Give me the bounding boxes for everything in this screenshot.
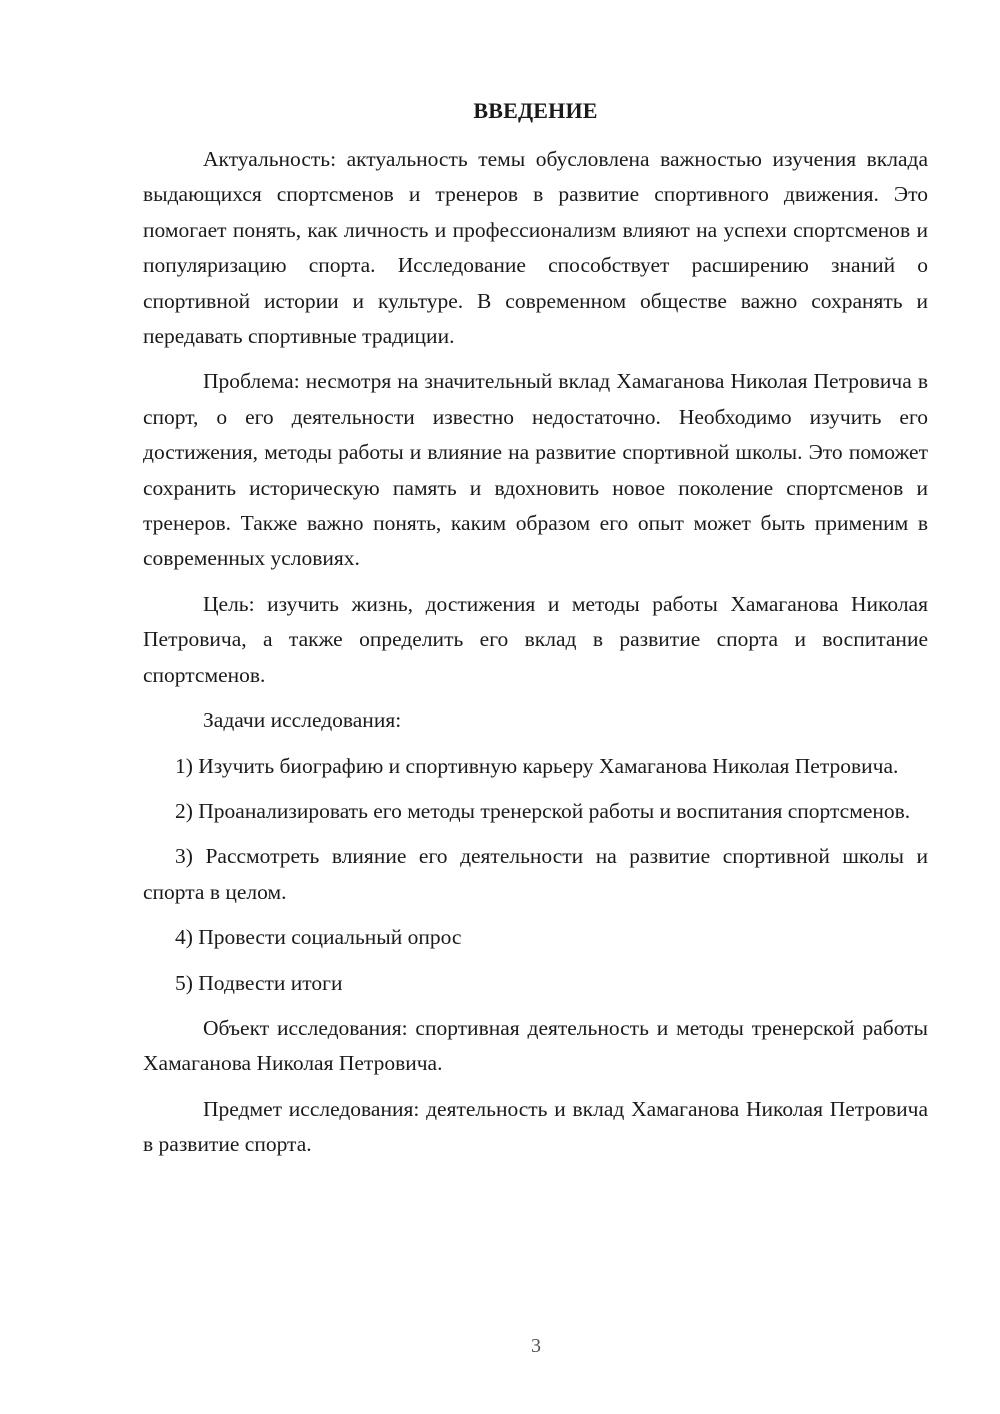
task-item-1: 1) Изучить биографию и спортивную карьеру Хамаганова Николая Петровича. <box>175 753 899 778</box>
goal-paragraph: Цель: изучить жизнь, достижения и методы работы Хамаганова Николая Петровича, а также определить его вклад в развитие спорта и воспитание спортсменов. <box>143 591 928 687</box>
task-item-5: 5) Подвести итоги <box>175 970 343 995</box>
object-paragraph: Объект исследования: спортивная деятельность и методы тренерской работы Хамаганова Николая Петровича. <box>143 1015 928 1076</box>
relevance-paragraph: Актуальность: актуальность темы обусловлена важностью изучения вклада выдающихся спортсменов и тренеров в развитие спортивного движения. Это помогает понять, как личность и профессионализм влияют на успехи спортсменов и популяризацию спорта. Исследование способствует расширению знаний о спортивной истории и культуре. В современном обществе важно сохранять и передавать спортивные традиции. <box>143 147 928 349</box>
task-item-3: 3) Рассмотреть влияние его деятельности на развитие спортивной школы и спорта в целом. <box>143 844 928 904</box>
problem-paragraph: Проблема: несмотря на значительный вклад Хамаганова Николая Петровича в спорт, о его деятельности известно недостаточно. Необходимо изучить его достижения, методы работы и влияние на развитие спортивной школы. Это поможет сохранить историческую память и вдохновить новое поколение спортсменов и тренеров. Также важно понять, каким образом его опыт может быть применим в современных условиях. <box>143 369 928 571</box>
tasks-heading: Задачи исследования: <box>203 708 402 733</box>
section-title: ВВЕДЕНИЕ <box>473 98 598 123</box>
task-item-4: 4) Провести социальный опрос <box>175 925 462 950</box>
page-number: 3 <box>531 1335 541 1357</box>
task-item-2: 2) Проанализировать его методы тренерской работы и воспитания спортсменов. <box>175 798 911 823</box>
body-text <box>143 142 928 1173</box>
subject-paragraph: Предмет исследования: деятельность и вклад Хамаганова Николая Петровича в развитие спорта. <box>143 1096 928 1157</box>
